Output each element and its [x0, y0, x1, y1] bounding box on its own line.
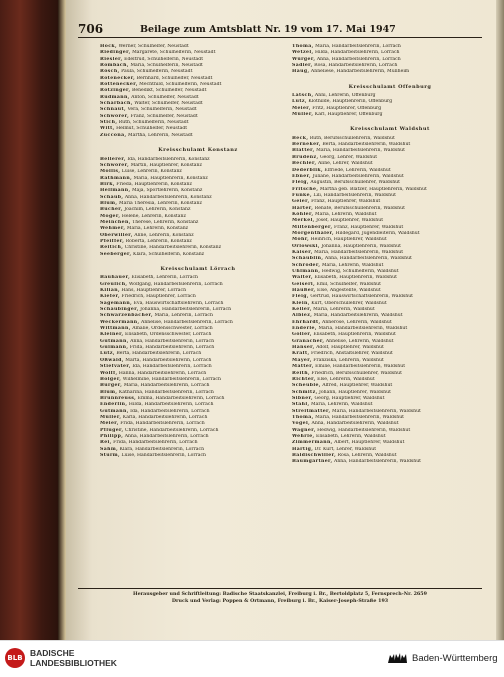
entry-details: Hildegard, Jugendleiterin, Waldshut [334, 230, 420, 236]
entry-details: Maria, Hauptlehrerin, Konstanz [132, 175, 208, 181]
entry-surname: Mohr, [292, 237, 310, 243]
entry-details: Therese, Lehrerin, Konstanz [130, 219, 199, 225]
entry-surname: Enderlin, [100, 402, 128, 408]
entry-details: Frida, Handarbeitslehrerin, Lörrach [118, 421, 205, 427]
entry-details: Hedwig, Schulhelferin, Waldshut [320, 269, 399, 274]
entry-details: Paula, Schulhelferin, Neustadt [119, 69, 193, 75]
entry-details: Helmut, Schulhelfer, Neustadt [114, 126, 188, 132]
entry-surname: Härter, [292, 205, 314, 211]
entry-details: Helene, Lehrerin, Konstanz [120, 213, 186, 219]
entry-details: Fritz, Hauptlehrer, Offenburg [310, 105, 382, 111]
entry-details: Maria, Handarbeitslehrerin, Waldshut [316, 326, 408, 332]
entry-details: Elisabeth, Lehrerin, Lörrach [130, 275, 198, 281]
entry-surname: Oßwald, [100, 357, 124, 363]
entry-details: Edeltrud, Schulhelferin, Neustadt [122, 56, 204, 62]
list-item [292, 459, 488, 465]
entry-surname: Sibner, [292, 395, 314, 401]
entry-surname: Fritsche, [292, 186, 319, 192]
entry-details: Mechthild, Schulhelferin, Neustadt [137, 82, 222, 88]
entry-surname: Blatter, [292, 148, 315, 154]
entry-details: Maria, Handarbeitslehrerin, Waldshut [330, 408, 421, 414]
entry-surname: Bechler, [292, 161, 317, 167]
entry-details: Renate, Berufsschullehrerin, Waldshut [313, 205, 405, 211]
entry-details: Luise, Handarbeitslehrerin, Lörrach [120, 452, 206, 458]
entry-details: Gertrud, Hauswirtschaftslehrerin, Waldshut [308, 294, 414, 300]
right-column [292, 44, 488, 466]
entry-details: Dr. Kurt, Lehrer, Waldshut [313, 446, 377, 452]
entry-surname: Keller, [292, 307, 312, 313]
blb-name-line2: LANDESBIBLIOTHEK [30, 658, 117, 668]
entry-surname: Hanser, [292, 345, 315, 351]
entry-surname: Pfluger, [100, 427, 124, 433]
entry-surname: Schmitz, [292, 389, 318, 395]
entry-details: Karl, Hauptlehrer, Offenburg [313, 112, 383, 118]
entry-details: Adolf, Hauptlehrer, Waldshut [314, 345, 384, 351]
entry-surname: Meier, [100, 421, 119, 427]
entry-surname: Scheuble, [292, 383, 321, 389]
entry-details: Maria, Lehrerin, Waldshut [313, 211, 377, 217]
page-number: 706 [78, 22, 104, 36]
entry-details: Franz, Hauptlehrer, Waldshut [309, 199, 381, 205]
footer-rule [78, 588, 482, 589]
entry-details: Berta, Handarbeitslehrerin, Waldshut [320, 142, 411, 148]
entry-details: Friedrich, Berufsschullehrer, Waldshut [309, 370, 402, 376]
entry-details: Maria, Schulhelferin, Neustadt [128, 63, 203, 69]
entry-details: Maria, Handarbeitslehrerin, Waldshut [312, 313, 403, 319]
entry-surname: Oberwiller, [100, 232, 133, 238]
entry-details: Anna, Handarbeitslehrerin, Lörrach [315, 56, 401, 62]
entry-surname: Bauhauer, [100, 275, 131, 281]
entry-details: Maria, Lehrerin, Waldshut [309, 402, 373, 408]
entry-details: Ida, Handarbeitslehrerin, Konstanz [125, 156, 210, 162]
entry-details: Ida, Handarbeitslehrerin, Lörrach [130, 364, 212, 370]
entry-surname: Wehmer, [100, 226, 126, 232]
entry-details: Maria, Lehrerin, Waldshut [311, 307, 375, 313]
entry-surname: Schnaut, [100, 107, 127, 113]
entry-surname: Mollis, [100, 169, 121, 175]
section-gap [292, 76, 488, 82]
entry-surname: Wehrle, [292, 433, 315, 439]
entry-details: Elfriede, Lehrerin, Waldshut [322, 167, 391, 173]
entry-surname: Dederblik, [292, 167, 323, 173]
entry-details: Werner, Schulhelfer, Neustadt [116, 44, 189, 49]
entry-surname: Fleig, [292, 180, 309, 186]
entry-surname: Würger, [292, 56, 316, 62]
page-title: Beilage zum Amtsblatt Nr. 19 vom 17. Mai 1947 [140, 24, 396, 35]
entry-surname: Pfeiffer, [100, 238, 125, 244]
entry-details: Hanna, Handarbeitslehrerin, Lörrach [117, 370, 207, 376]
entry-details: Maria, Handarbeitslehrerin, Waldshut [313, 414, 405, 420]
list-item [100, 453, 296, 459]
entry-surname: Streitmatter, [292, 408, 331, 414]
entry-surname: Häußer, [292, 288, 316, 294]
entry-surname: Matter, [292, 364, 314, 370]
entry-details: Klara, Handarbeitslehrerin, Lörrach [118, 446, 205, 452]
entry-details: Albert, Hauptlehrer, Waldshut [332, 440, 405, 446]
entry-surname: Morgenthaler, [292, 230, 335, 236]
entry-surname: Zimmermann, [292, 440, 333, 446]
entry-surname: Philipp, [100, 433, 124, 439]
entry-details: Emma, Handarbeitslehrerin, Lörrach [136, 395, 225, 401]
entry-details: Franziska, Lehrerin, Waldshut [311, 357, 384, 363]
entry-surname: Meier, [292, 105, 311, 111]
entry-details: Friedrich, Anstaltslehrer, Waldshut [309, 351, 393, 357]
entry-surname: Reitich, [100, 245, 124, 251]
entry-surname: Hock, [100, 44, 117, 49]
entry-details: Berta, Handarbeitslehrerin, Lörrach [114, 351, 202, 357]
entry-details: Maria, Lehrerin, Lörrach [153, 313, 213, 319]
entry-surname: Kaiser, [292, 249, 313, 255]
entry-details: Hilda, Handarbeitslehrerin, Lörrach [127, 402, 214, 408]
entry-details: Benedikt, Schulhelfer, Neustadt [130, 88, 207, 94]
entry-details: Alfred, Hauptlehrer, Waldshut [320, 383, 393, 389]
entry-surname: Granacher, [292, 338, 325, 344]
entry-details: Franz, Schulhelfer, Neustadt [129, 113, 198, 119]
entry-details: Klara, Schulhelferin, Konstanz [131, 251, 205, 257]
entry-surname: Lutz, [292, 99, 307, 105]
entry-details: Anna, Handarbeitslehrerin, Waldshut [332, 459, 422, 465]
entry-details: Anna, Handarbeitslehrerin, Lörrach [128, 338, 215, 344]
entry-details: Hilda, Handarbeitslehrerin, Lörrach [313, 50, 400, 56]
entry-details: Maria Theresia, Lehrerin, Konstanz [117, 200, 202, 206]
entry-details: Amalie, Ordensschwester, Lörrach [130, 326, 213, 332]
entry-surname: Rathmann, [100, 175, 133, 181]
entry-surname: Meinchen, [100, 219, 131, 225]
entry-details: Annerose, Lehrerin, Waldshut [320, 319, 392, 325]
entry-details: Georg, Lehrer, Waldshut [318, 154, 378, 160]
entry-surname: Richter, [292, 376, 316, 382]
entry-surname: Sturm, [100, 452, 121, 458]
entry-surname: Stich, [100, 120, 118, 126]
entry-details: Vera, Schulhelferin, Neustadt [126, 107, 197, 113]
entry-surname: Walter, [292, 275, 314, 281]
entry-details: Marta, Handarbeitslehrerin, Lörrach [123, 357, 212, 363]
entry-surname: Kilian, [100, 288, 120, 294]
entry-surname: Birk, [100, 181, 115, 187]
header-rule [78, 37, 482, 38]
entry-surname: Wittmann, [100, 326, 131, 332]
blb-name-line1: BADISCHE [30, 648, 75, 658]
entry-details: Juliane, Handarbeitslehrerin, Waldshut [311, 173, 404, 179]
entry-details: Frida, Handarbeitslehrerin, Lörrach [128, 345, 215, 351]
entry-surname: Miltenberger, [292, 224, 333, 230]
entry-surname: Blum, [100, 389, 118, 395]
entry-surname: Kleiner, [100, 332, 124, 338]
entry-surname: Moger, [100, 213, 121, 219]
entry-surname: Schwörer, [100, 113, 130, 119]
entry-surname: Witt, [100, 126, 115, 132]
footer-printer: Druck und Verlag: Poppen & Ortmann, Freiburg i. Br., Kaiser-Joseph-Straße 193 [171, 598, 389, 604]
entry-details: Annelise, Lehrerin, Waldshut [324, 338, 394, 344]
entry-details: Katharina, Handarbeitslehrerin, Lörrach [117, 389, 214, 395]
entry-surname: Guimann, [100, 345, 129, 351]
entry-surname: Hartig, [292, 446, 314, 452]
entry-details: Wolfgang, Handarbeitslehrerin, Lörrach [127, 281, 223, 287]
blb-logo-icon[interactable]: BLB [5, 648, 25, 668]
entry-surname: Fleig, [292, 294, 309, 300]
entry-details: Emilie, Handarbeitslehrerin, Waldshut [313, 364, 406, 370]
entry-details: Else, Lehrerin, Waldshut [315, 376, 375, 382]
section-heading: Kreisschulamt Lörrach [160, 266, 236, 272]
entry-surname: Schröder, [292, 262, 321, 268]
entry-details: Maja, Sportlehrerin, Konstanz [130, 188, 203, 194]
entry-details: Maria, Handarbeitslehrerin, Lörrach [313, 44, 401, 49]
entry-surname: Ebner, [292, 173, 312, 179]
entry-details: Maria, Lehrerin, Konstanz [125, 226, 189, 232]
bw-lions-icon [386, 650, 408, 666]
entry-surname: Hellmann, [100, 188, 131, 194]
entry-details: Luise, Lehrerin, Konstanz [120, 169, 182, 175]
entry-details: Emil, Schulhelfer, Waldshut [315, 281, 381, 287]
footer-publisher: Herausgeber und Schriftleitung: Badische Staatskanzlei, Freiburg i. Br., Bertoldplatz 5, Fernsprech-Nr. 2659 [133, 591, 427, 597]
entry-surname: Bucher, [100, 207, 123, 213]
entry-details: Ruth, Schulhelferin, Neustadt [117, 120, 189, 126]
entry-details: Martha, Lehrerin, Neustadt [126, 132, 193, 138]
entry-details: Maria, Handarbeitslehrerin, Waldshut [314, 148, 405, 154]
entry-surname: Greulich, [100, 281, 128, 287]
entry-surname: Thoma, [292, 414, 314, 420]
entry-surname: Wolff, [100, 370, 118, 376]
entry-surname: Bolger, [100, 376, 122, 382]
entry-surname: Schaubinger, [100, 307, 139, 313]
entry-details: Augustin, Berufsschullehrer, Waldshut [308, 180, 400, 186]
section-gap [100, 258, 296, 264]
left-column [100, 44, 296, 459]
entry-details: Josef, Hauptlehrer, Waldshut [314, 218, 384, 224]
entry-surname: Klein, [292, 300, 310, 306]
entry-details: Karla, Handarbeitslehrerin, Lörrach [121, 414, 208, 420]
entry-details: Rosa, Lehrerin, Waldshut [336, 452, 397, 458]
entry-surname: Müller, [292, 112, 314, 118]
entry-details: Else, Angestellte, Waldshut [315, 288, 381, 294]
entry-details: Ruth, Berufsschullehrerin, Waldshut [308, 135, 395, 141]
entry-details: Anneliese, Handarbeitslehrerin, Müllheim [309, 69, 410, 75]
entry-surname: Weckermann, [100, 319, 140, 325]
entry-details: Anna, Handarbeitslehrerin, Lörrach [123, 433, 209, 439]
entry-surname: Merkel, [292, 218, 315, 224]
entry-surname: Scharbach, [100, 101, 133, 107]
entry-surname: Gutmann, [100, 338, 129, 344]
entry-surname: Geier, [292, 199, 310, 205]
entry-details: Anna, Handarbeitslehrerin, Waldshut [310, 421, 399, 427]
blb-name[interactable] [30, 648, 117, 668]
entry-details: Hedwig, Handarbeitslehrerin, Waldshut [315, 427, 411, 433]
entry-surname: Kraft, [292, 351, 310, 357]
entry-surname: Ehrhardt, [292, 319, 321, 325]
entry-surname: Mayer, [292, 357, 312, 363]
entry-surname: Thoma, [292, 44, 314, 49]
entry-surname: Brunnreuss, [100, 395, 137, 401]
entry-surname: Sahm, [100, 446, 119, 452]
entry-surname: Geiserl, [292, 281, 316, 287]
entry-details: Roberta, Lehrerin, Konstanz [124, 238, 192, 244]
entry-surname: Beck, [292, 135, 309, 141]
entry-details: Christine, Handarbeitslehrerin, Konstanz [123, 245, 222, 251]
entry-surname: Lutz, [100, 351, 115, 357]
bw-label[interactable]: Baden-Württemberg [412, 653, 498, 664]
entry-details: Anna, Handarbeitslehrerin, Konstanz [123, 194, 212, 200]
entry-details: Johanna, Hauptlehrerin, Waldshut [319, 243, 401, 249]
entry-surname: Latsch, [292, 93, 314, 99]
entry-surname: Haug, [292, 69, 310, 75]
entry-surname: Kiefer, [100, 294, 121, 300]
entry-details: Heinrich, Hauptlehrer, Waldshut [309, 237, 387, 243]
entry-surname: Brudenz, [292, 154, 319, 160]
entry-surname: Göller, [292, 332, 312, 338]
entry-details: Aline, Lehrer, Waldshut [316, 161, 373, 167]
entry-surname: Uhlmann, [292, 269, 321, 274]
entry-surname: Schwörer, [100, 162, 130, 168]
entry-details: Friedrich, Hauptlehrer, Lörrach [120, 294, 196, 300]
entry-details: Maria, Lehrerin, Waldshut [320, 262, 384, 268]
entry-details: Martin, Hauptlehrer, Konstanz [129, 162, 202, 168]
section-gap [100, 139, 296, 145]
entry-details: Martha geb. Blätzer, Hauptlehrerin, Waldshut [318, 186, 427, 192]
entry-details: Klothilde, Hauptlehrerin, Offenburg [306, 99, 393, 105]
entry-surname: Riesler, [100, 56, 123, 62]
entry-details: Frieda, Hauptlehrerin, Konstanz [114, 181, 192, 187]
entry-surname: Sagemann, [100, 300, 133, 306]
entry-details: Christine, Handarbeitslehrerin, Lörrach [123, 427, 219, 433]
entry-surname: Schwarzenbacher, [100, 313, 154, 319]
entry-details: Georg, Hauptlehrer, Waldshut [313, 395, 385, 401]
entry-details: Annelise, Handarbeitslehrerin, Lörrach [139, 319, 233, 325]
entry-surname: Rombach, [100, 63, 129, 69]
entry-details: Lili, Handarbeitslehrerin, Waldshut [311, 192, 396, 198]
entry-surname: Vogel, [292, 421, 311, 427]
entry-surname: Enderle, [292, 326, 317, 332]
entry-surname: Müller, [100, 414, 122, 420]
entry-surname: Baumgärtner, [292, 459, 333, 465]
section-heading: Kreisschulamt Waldshut [350, 126, 430, 133]
entry-details: Walter, Schulhelfer, Neustadt [132, 101, 203, 107]
entry-details: Johanna, Handarbeitslehrerin, Lörrach [138, 307, 232, 313]
entry-surname: Reith, [292, 370, 310, 376]
entry-surname: Gutmann, [100, 408, 129, 414]
entry-surname: Berneker, [292, 142, 321, 148]
entry-details: Rosa, Handarbeitslehrerin, Lörrach [312, 63, 398, 69]
entry-details: Anna, Handarbeitslehrerin, Waldshut [323, 256, 412, 262]
entry-surname: Köhler, [292, 211, 314, 217]
entry-surname: Wagner, [292, 427, 316, 433]
entry-details: Elisabeth, Ordensschwester, Lörrach [123, 332, 212, 338]
entry-surname: Albiez, [292, 313, 313, 319]
page-edge [496, 0, 504, 640]
entry-details: Johann, Hauptlehrer, Waldshut [317, 389, 391, 395]
entry-details: Bernhard, Schulhelfer, Neustadt [135, 75, 213, 81]
entry-surname: Rotenecker, [100, 75, 136, 81]
entry-details: Elisabeth, Hauptlehrerin, Waldshut [311, 332, 396, 338]
section-heading: Kreisschulamt Konstanz [158, 147, 238, 154]
entry-details: Hans, Hauptlehrer, Lörrach [119, 288, 187, 294]
entry-details: Wilhelmine, Handarbeitslehrerin, Lörrach [121, 376, 221, 382]
entry-surname: Wetzel, [292, 50, 314, 56]
entry-surname: Rösch, [100, 69, 120, 75]
entry-surname: Blum, [100, 200, 118, 206]
entry-surname: Riedinger, [100, 50, 131, 56]
entry-surname: Rotzinger, [100, 88, 131, 94]
entry-details: Maria, Handarbeitslehrerin, Waldshut [312, 249, 404, 255]
entry-surname: Rottenecker, [100, 82, 138, 88]
section-gap [292, 118, 488, 124]
entry-surname: Sadler, [292, 63, 313, 69]
entry-details: Aline, Lehrerin, Konstanz [132, 232, 194, 238]
entry-surname: Burger, [100, 383, 123, 389]
entry-details: Joachim, Lehrerin, Konstanz [122, 207, 191, 213]
entry-surname: Seeberger, [100, 251, 132, 257]
entry-details: Franz, Hauptlehrer, Waldshut [332, 224, 404, 230]
section-heading: Kreisschulamt Offenburg [348, 83, 432, 90]
entry-details: Maria, Handarbeitslehrerin, Lörrach [122, 383, 210, 389]
entry-details: Elisabeth, Hauptlehrerin, Waldshut [313, 275, 397, 281]
entry-surname: Stiefvater, [100, 364, 131, 370]
entry-details: Anton, Schulhelfer, Neustadt [129, 94, 199, 100]
entry-details: Eva, Hauswirtschaftslehrerin, Lörrach [132, 300, 224, 306]
entry-surname: Schäublin, [292, 256, 324, 262]
entry-surname: Bellerer, [100, 156, 126, 162]
entry-details: Elisabeth, Lehrerin, Waldshut [314, 433, 386, 439]
entry-surname: Rei, [100, 440, 112, 446]
entry-surname: Funke, [292, 192, 312, 198]
entry-surname: Zuccona, [100, 132, 127, 138]
entry-details: Margarete, Schulhelferin, Neustadt [130, 50, 216, 56]
entry-surname: Rudmann, [100, 94, 130, 100]
entry-surname: Schaub, [100, 194, 124, 200]
entry-surname: Baldischwiller, [292, 452, 337, 458]
entry-details: Ida, Handarbeitslehrerin, Lörrach [128, 408, 210, 414]
entry-details: Kurt, Oberschullehrer, Waldshut [309, 300, 387, 306]
entry-surname: Orlowski, [292, 243, 320, 249]
entry-surname: Stahl, [292, 402, 310, 408]
entry-details: Anni, Lehrerin, Offenburg [313, 93, 376, 99]
entry-details: Frida, Handarbeitslehrerin, Lörrach [111, 440, 198, 446]
